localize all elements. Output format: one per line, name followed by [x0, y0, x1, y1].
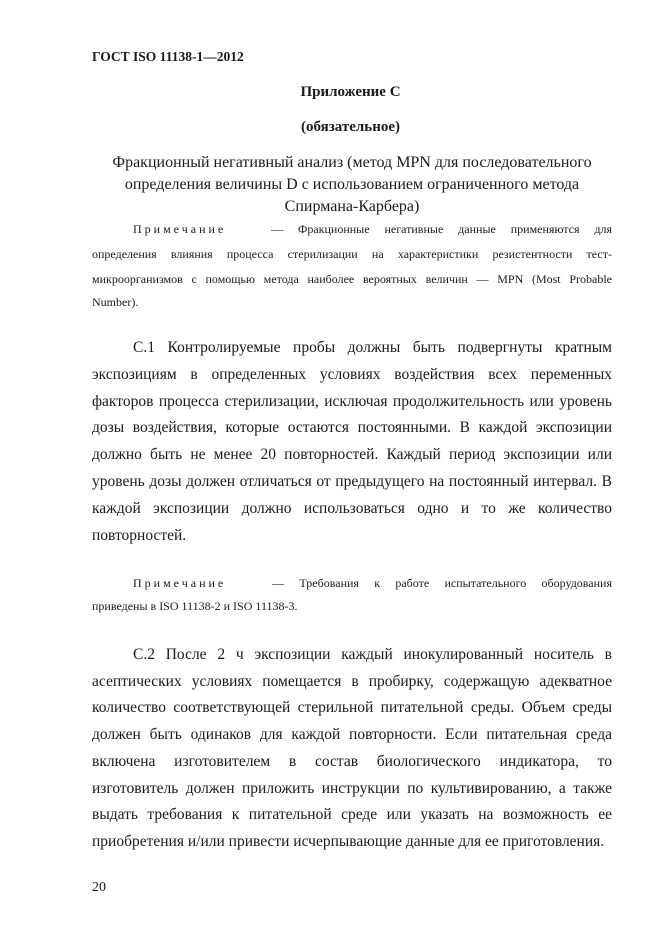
note-1-line: микроорганизмов с помощью метода наиболее вероятных величин — MPN (Most Probable — [92, 272, 612, 286]
note-label: Примечание — [133, 222, 227, 236]
paragraph-line: факторов процесса стерилизации, исключая продолжительность или уровень — [92, 393, 612, 410]
paragraph-line: С.1 Контролируемые пробы должны быть подвергнуты кратным — [133, 339, 612, 356]
note-1-line: Number). — [92, 295, 139, 309]
paragraph-line: приобретения и/или привести исчерпывающие данные для ее приготовления. — [92, 833, 605, 850]
annex-status: (обязательное) — [300, 119, 401, 135]
paragraph-line: каждой экспозиции должно использоваться одно и то же количество — [92, 500, 612, 517]
section-title: Фракционный негативный анализ (метод MPN для последовательного определения величины D с использованием ограниченного метода Спирмана-Карбера) — [112, 154, 592, 215]
document-header: ГОСТ ISO 11138-1—2012 — [92, 49, 244, 64]
note-1-line: определения влияния процесса стерилизации на характеристики резистентности тест- — [92, 247, 612, 261]
paragraph-line: должно быть не менее 20 повторностей. Каждый период экспозиции или — [92, 446, 612, 463]
paragraph-line: С.2 После 2 ч экспозиции каждый инокулированный носитель в — [133, 646, 612, 663]
paragraph-line: должен быть одинаков для каждой повторности. Если питательная среда — [92, 726, 612, 743]
paragraph-line: повторностей. — [92, 527, 187, 544]
paragraph-line: количество соответствующей стерильной питательной среды. Объем среды — [92, 699, 612, 716]
paragraph-line: включена изготовителем в состав биологического индикатора, то — [92, 753, 612, 770]
page-number: 20 — [92, 880, 106, 895]
note-2-line: Примечание — Требования к работе испытательного оборудования — [133, 576, 612, 590]
paragraph-line: дозы воздействия, которые остаются постоянными. В каждой экспозиции — [92, 419, 612, 436]
paragraph-line: выдать требования к питательной среде или указать на возможность ее — [92, 806, 612, 823]
note-label: Примечание — [133, 576, 227, 590]
paragraph-line: экспозициям в определенных условиях воздействия всех переменных — [92, 366, 612, 383]
note-1-line: Примечание — Фракционные негативные данные применяются для — [133, 222, 613, 236]
paragraph-line: асептических условиях помещается в пробирку, содержащую адекватное — [92, 673, 612, 690]
paragraph-line: уровень дозы должен отличаться от предыдущего на постоянный интервал. В — [92, 473, 612, 490]
annex-title: Приложение С — [300, 84, 401, 100]
paragraph-line: изготовитель должен приложить инструкции по культивированию, а также — [92, 780, 612, 797]
note-2-line: приведены в ISO 11138-2 и ISO 11138-3. — [92, 599, 298, 613]
